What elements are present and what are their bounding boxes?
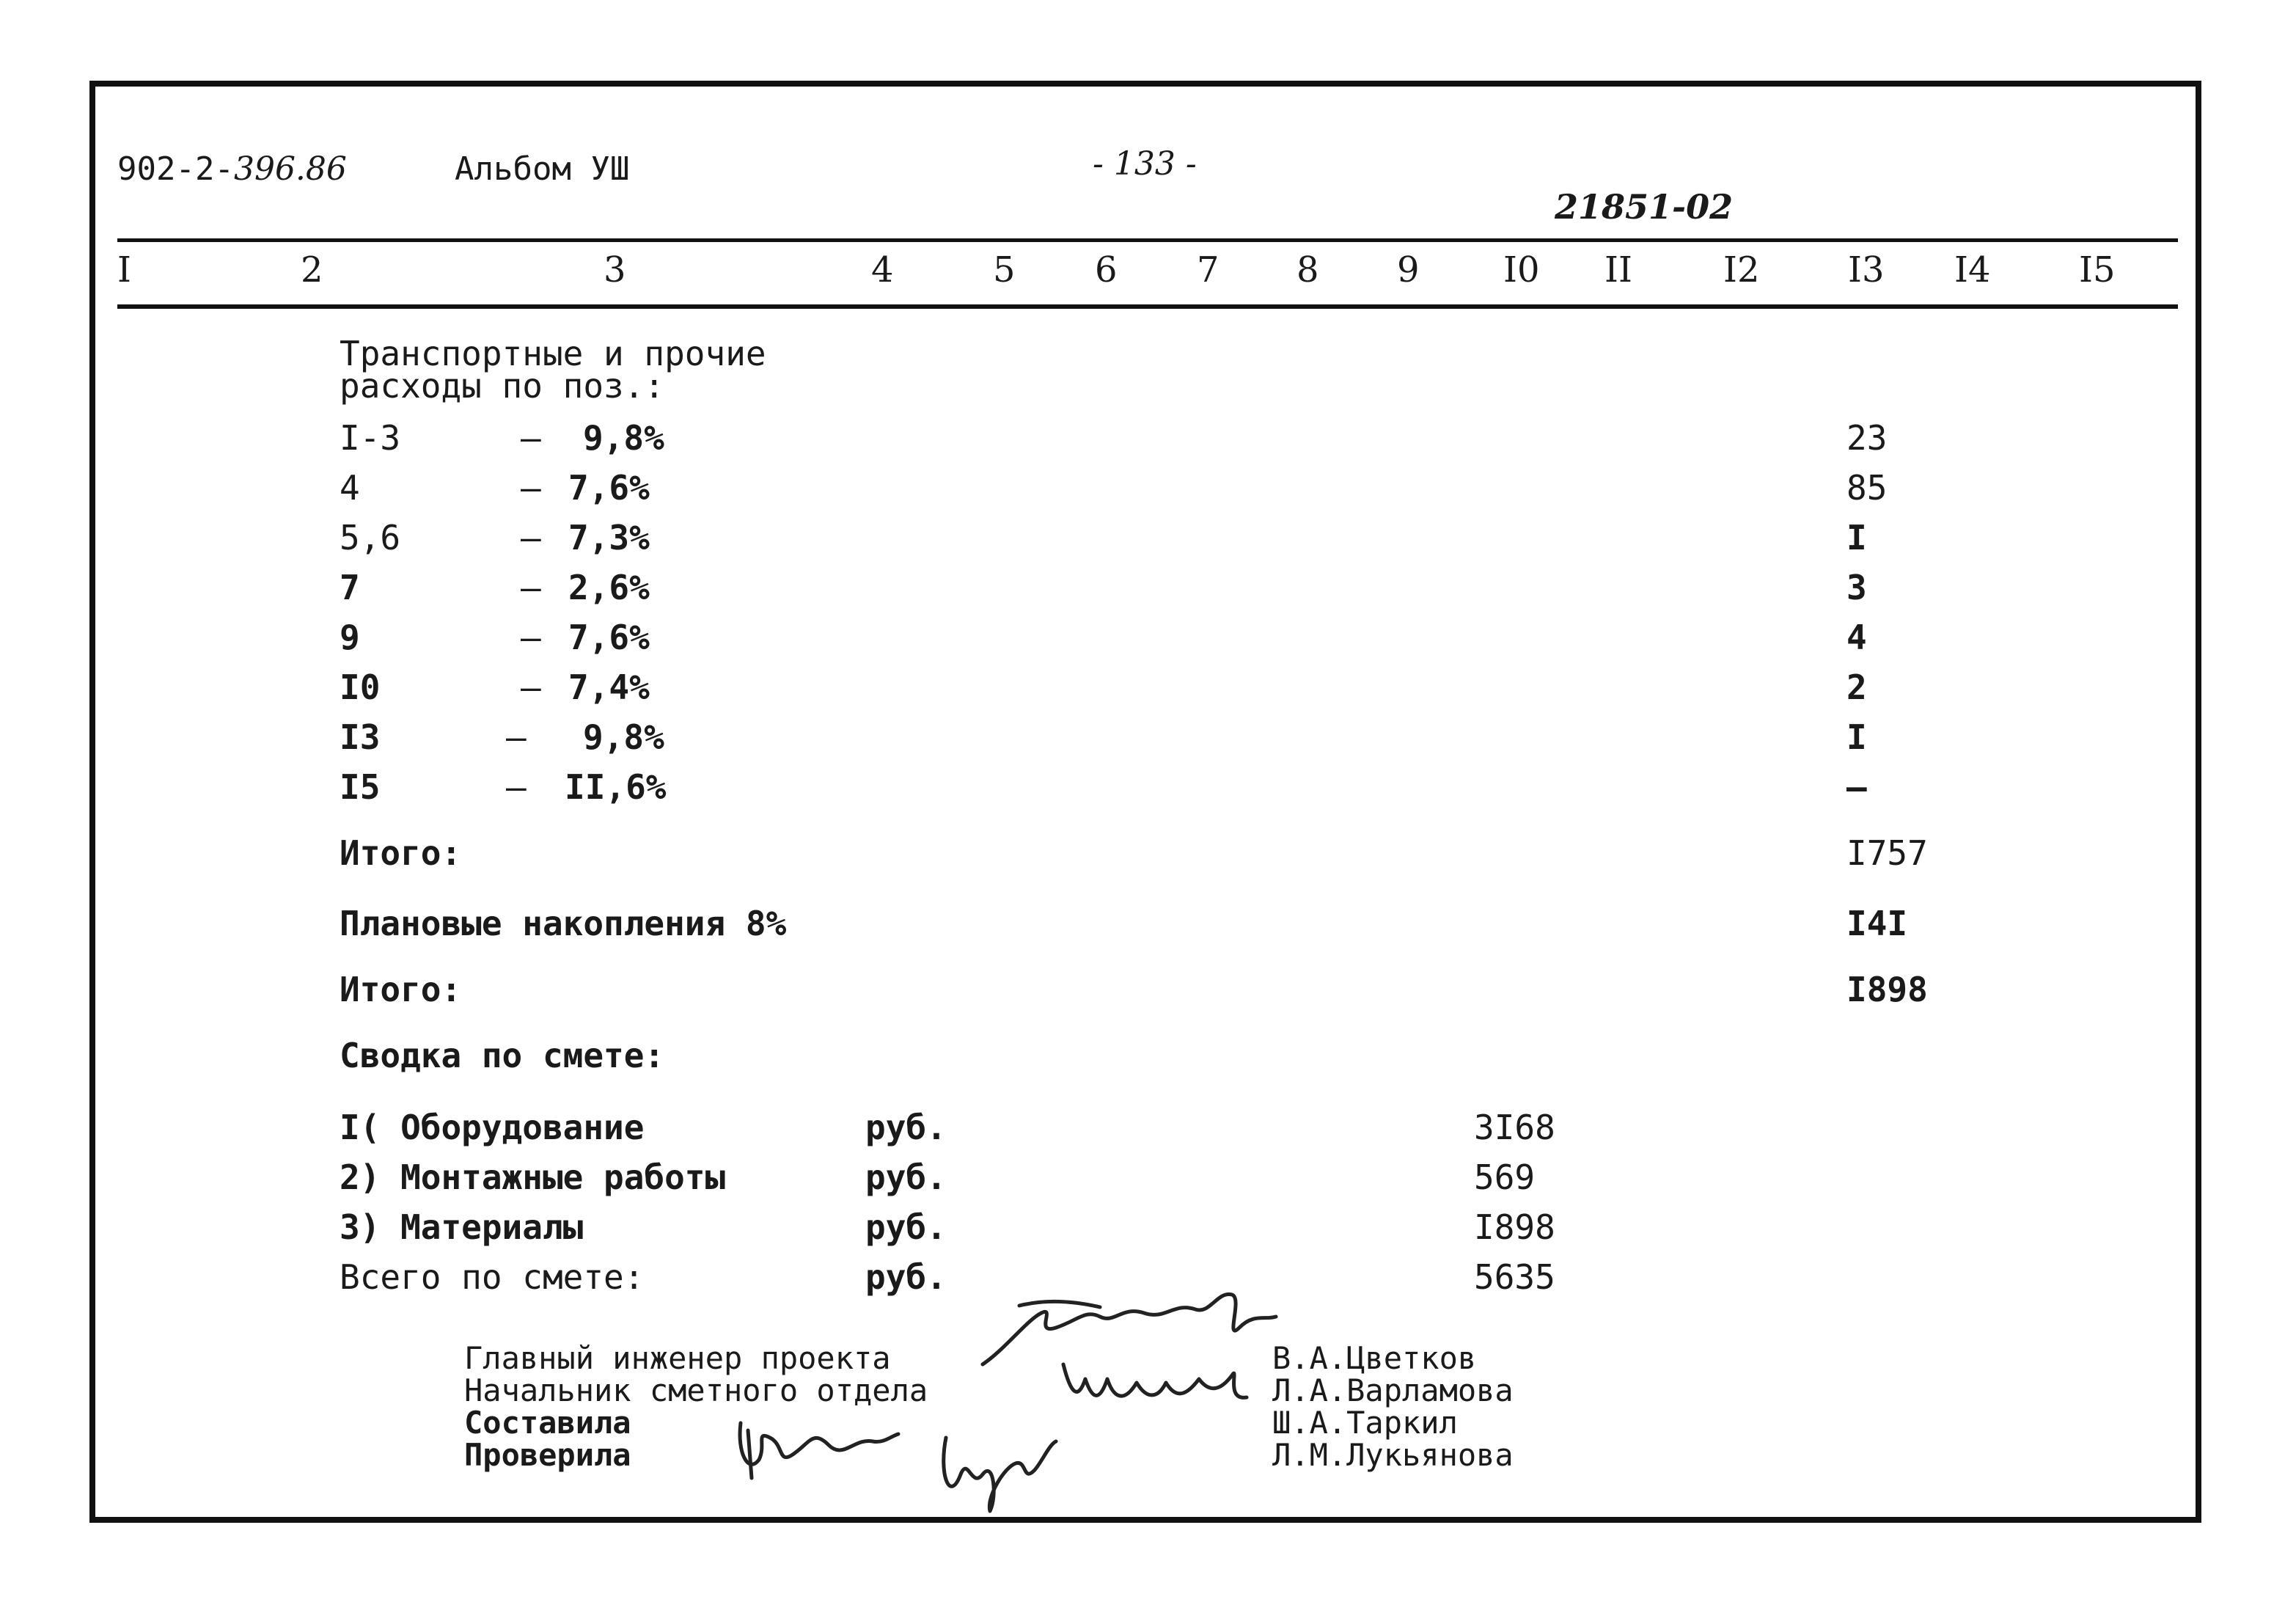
transport-value: I — [1846, 518, 1867, 557]
summary-value: 5635 — [1474, 1257, 1555, 1297]
summary-value: 3I68 — [1474, 1108, 1555, 1147]
handwritten-signature-compiler — [726, 1408, 902, 1489]
column-number: 2 — [301, 249, 323, 290]
signature-role: Проверила — [464, 1437, 631, 1473]
transport-pos: I-3 — [340, 418, 401, 458]
transport-dash: – — [506, 717, 527, 757]
column-number: 5 — [993, 249, 1016, 290]
column-number: 4 — [871, 249, 894, 290]
doc-number: 21851-02 — [1555, 187, 1734, 227]
transport-dash: – — [521, 568, 541, 607]
transport-value: 4 — [1846, 618, 1867, 657]
transport-value: 2 — [1846, 667, 1867, 707]
transport-pos: I0 — [340, 667, 381, 707]
document-code — [117, 150, 347, 188]
summary-unit: руб. — [865, 1108, 947, 1147]
transport-pos: 4 — [340, 468, 360, 508]
summary-unit: руб. — [865, 1257, 947, 1297]
signature-names — [1272, 1342, 1514, 1471]
header-top-rule — [117, 238, 2178, 242]
transport-pct: 7,6% — [568, 618, 650, 657]
summary-label: 3) Материалы — [340, 1207, 584, 1247]
transport-pos: 7 — [340, 568, 360, 607]
column-number: I — [117, 249, 131, 290]
signature-name: Л.А.Варламова — [1272, 1372, 1514, 1408]
signature-name: Ш.А.Таркил — [1272, 1405, 1458, 1441]
column-number: I2 — [1723, 249, 1760, 290]
transport-pct: 9,8% — [583, 717, 664, 757]
transport-title-line: Транспортные и прочие — [340, 334, 766, 373]
code-prefix: 902-2- — [117, 150, 234, 188]
transport-pct: II,6% — [565, 767, 667, 807]
summary-label: Всего по смете: — [340, 1257, 645, 1297]
page-number: - 133 - — [1093, 145, 1197, 183]
transport-value: – — [1846, 767, 1867, 807]
transport-pos: I3 — [340, 717, 381, 757]
header-bottom-rule — [117, 304, 2178, 309]
transport-title-line: расходы по поз.: — [340, 366, 665, 406]
total-label: Итого: — [340, 833, 462, 873]
transport-pos: 5,6 — [340, 518, 401, 557]
transport-dash: – — [506, 767, 527, 807]
handwritten-signature-head-of-department — [1056, 1350, 1276, 1416]
signature-name: Л.М.Лукьянова — [1272, 1437, 1514, 1473]
transport-value: 23 — [1846, 418, 1888, 458]
column-number: 3 — [604, 249, 626, 290]
transport-dash: – — [521, 518, 541, 557]
column-number: I0 — [1503, 249, 1540, 290]
album-label: Альбом УШ — [455, 150, 630, 188]
column-number: I3 — [1848, 249, 1885, 290]
signature-role: Составила — [464, 1405, 631, 1441]
total-value: I898 — [1846, 970, 1928, 1009]
transport-pct: 9,8% — [583, 418, 664, 458]
column-number: II — [1604, 249, 1632, 290]
summary-value: 569 — [1474, 1157, 1536, 1197]
handwritten-signature-checker — [931, 1423, 1063, 1518]
signature-name: В.А.Цветков — [1272, 1340, 1477, 1376]
signature-role: Главный инженер проекта — [464, 1340, 891, 1376]
transport-value: 85 — [1846, 468, 1888, 508]
transport-dash: – — [521, 667, 541, 707]
transport-dash: – — [521, 468, 541, 508]
transport-dash: – — [521, 618, 541, 657]
column-number: 9 — [1397, 249, 1420, 290]
total-label: Итого: — [340, 970, 462, 1009]
column-number: 6 — [1095, 249, 1118, 290]
summary-label: 2) Монтажные работы — [340, 1157, 726, 1197]
transport-pct: 7,6% — [568, 468, 650, 508]
transport-pct: 7,3% — [568, 518, 650, 557]
transport-value: I — [1846, 717, 1867, 757]
column-number: I4 — [1954, 249, 1991, 290]
column-number: 7 — [1197, 249, 1219, 290]
transport-pos: 9 — [340, 618, 360, 657]
transport-dash: – — [521, 418, 541, 458]
plan-accumulation-label: Плановые накопления 8% — [340, 904, 787, 943]
summary-title: Сводка по смете: — [340, 1036, 665, 1075]
transport-pct: 2,6% — [568, 568, 650, 607]
summary-unit: руб. — [865, 1157, 947, 1197]
summary-unit: руб. — [865, 1207, 947, 1247]
transport-pos: I5 — [340, 767, 381, 807]
transport-title — [340, 334, 766, 406]
transport-value: 3 — [1846, 568, 1867, 607]
plan-accumulation-value: I4I — [1846, 904, 1908, 943]
summary-label: I( Оборудование — [340, 1108, 645, 1147]
transport-pct: 7,4% — [568, 667, 650, 707]
total-value: I757 — [1846, 833, 1928, 873]
code-handwritten: 396.86 — [233, 150, 347, 188]
summary-value: I898 — [1474, 1207, 1555, 1247]
column-number: I5 — [2079, 249, 2116, 290]
signature-role: Начальник сметного отдела — [464, 1372, 928, 1408]
column-number: 8 — [1296, 249, 1319, 290]
